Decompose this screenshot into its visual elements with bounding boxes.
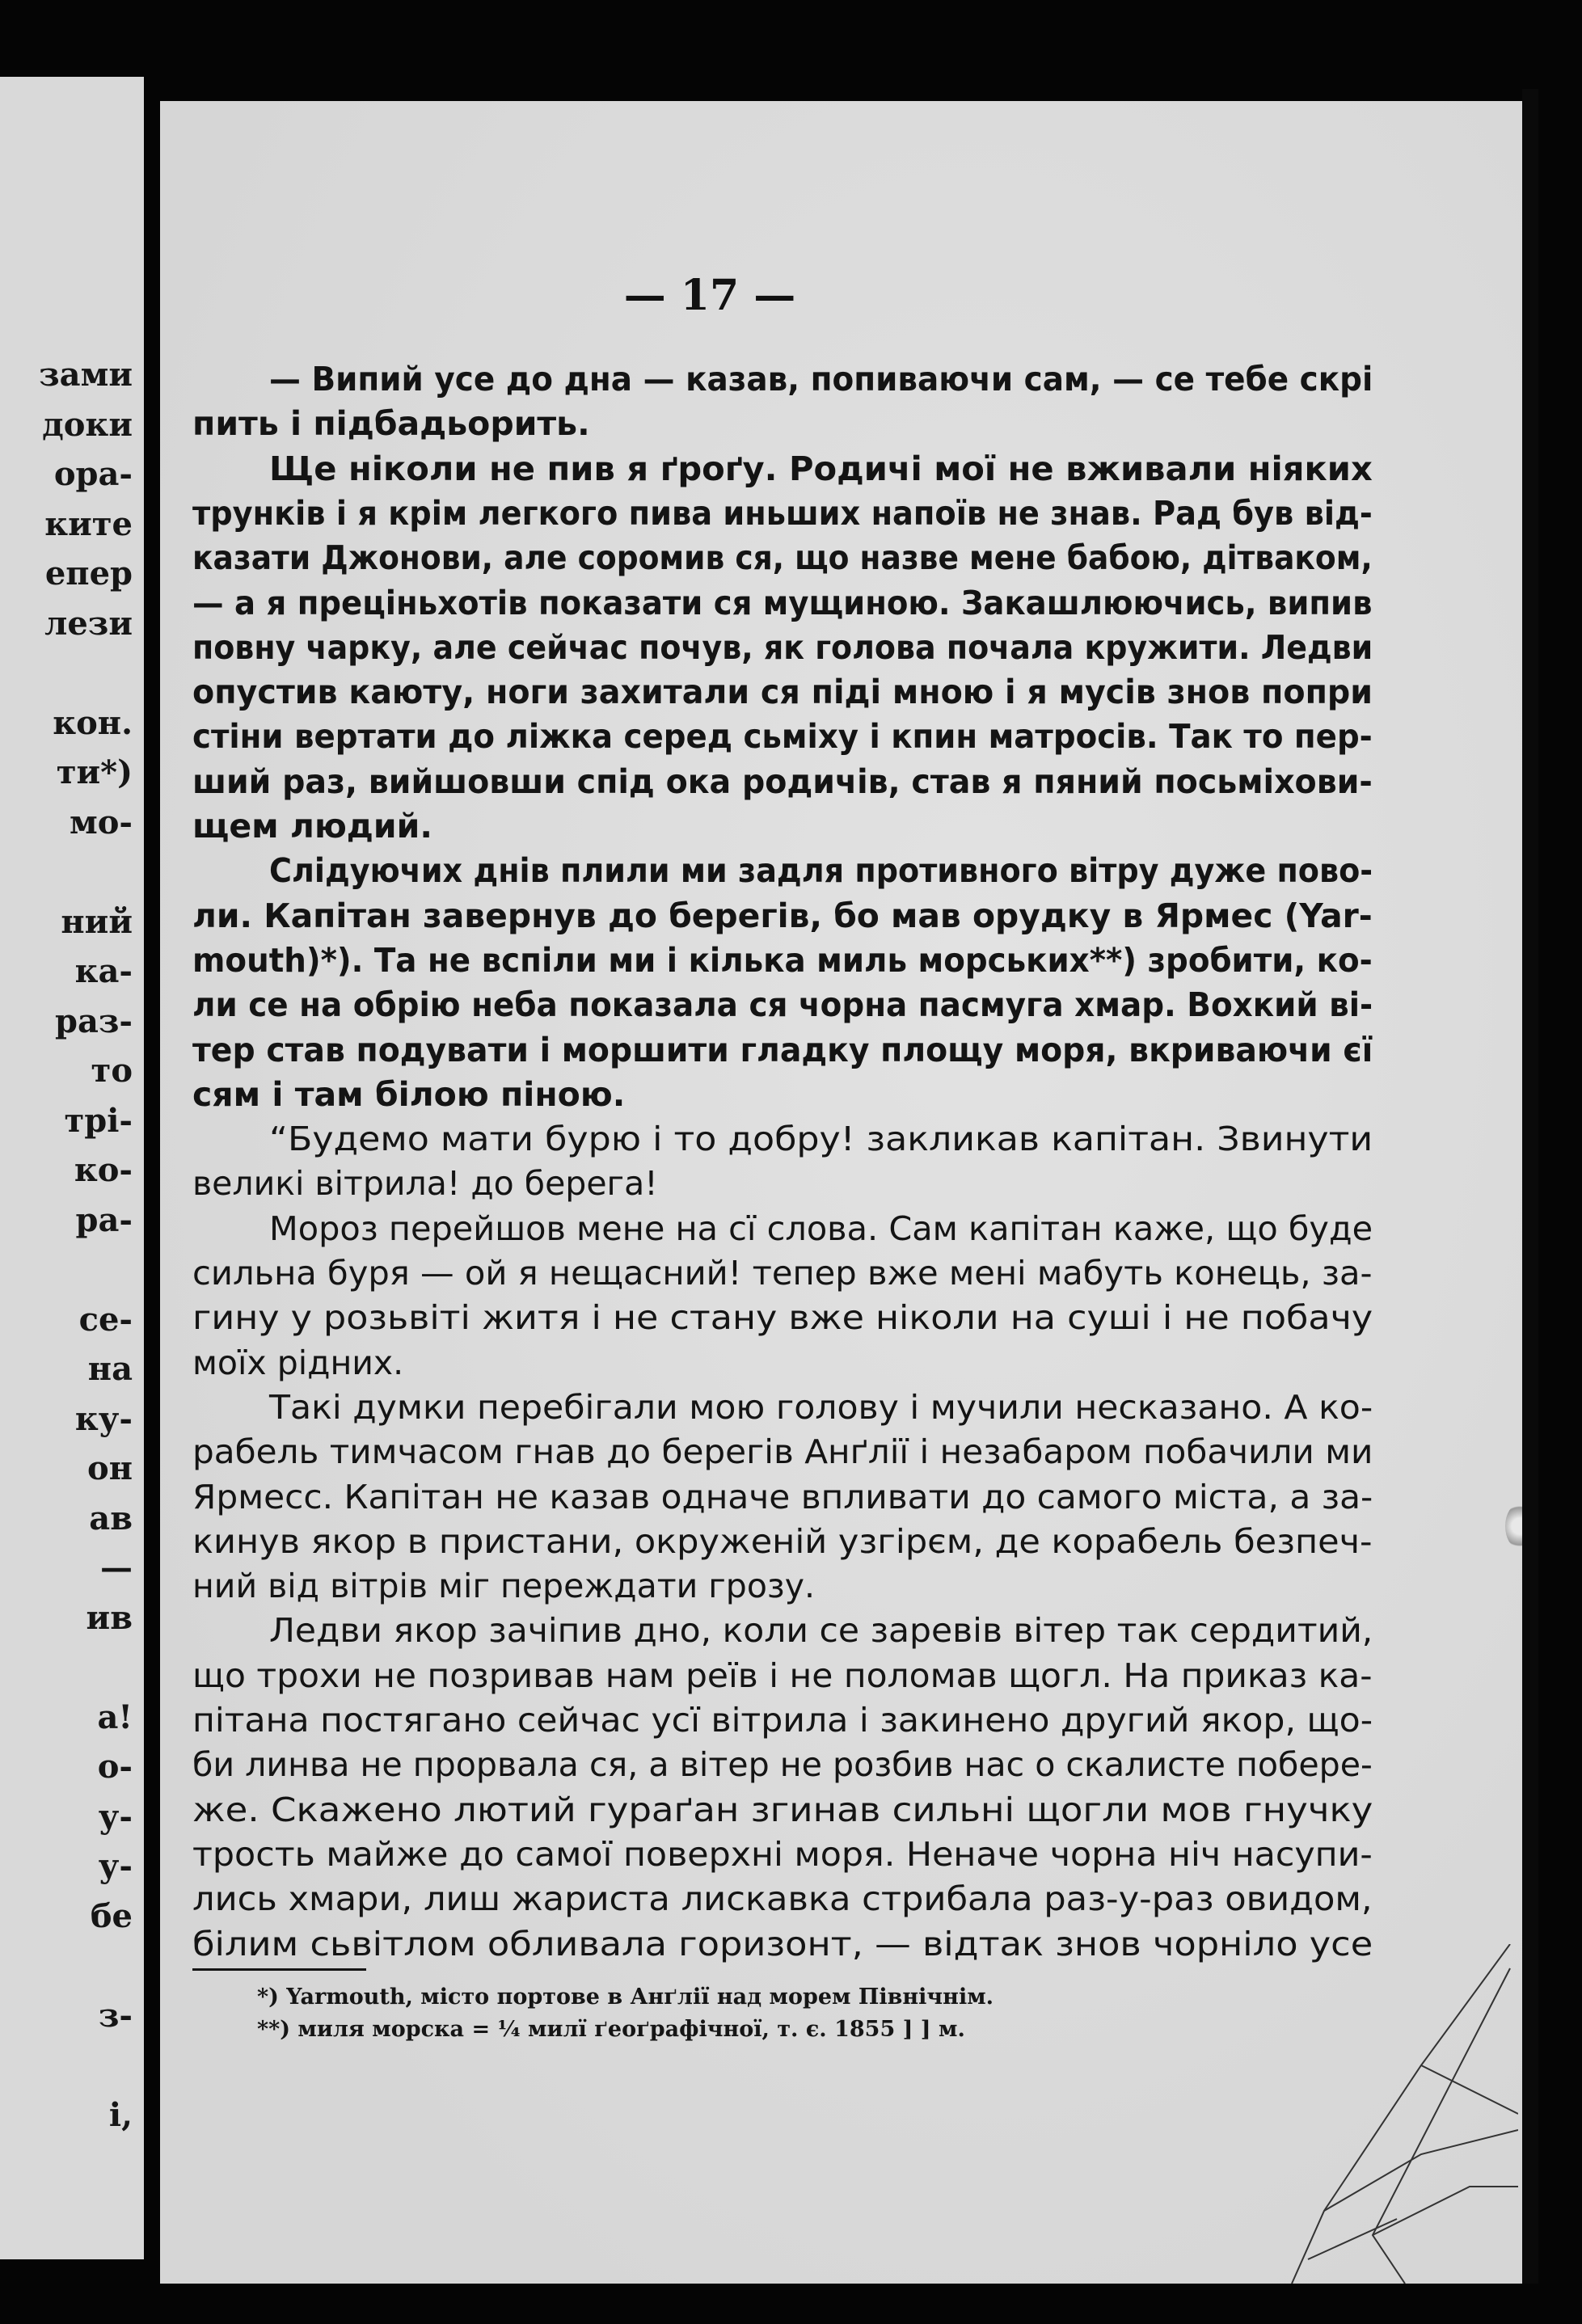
left-fragment-line: ти*) <box>56 753 133 791</box>
text-line: — а я преціньхотів показати ся мущиною. Закашлюючись, випив <box>192 583 1373 622</box>
text-line: mouth)*). Та не вспіли ми і кілька миль морських**) зробити, ко- <box>192 940 1373 980</box>
left-fragment-line: ку- <box>74 1399 133 1438</box>
text-line: пітана постягано сейчас усї вітрила і закинено другий якор, що- <box>192 1701 1373 1740</box>
page-number: — 17 — <box>623 271 796 320</box>
left-fragment-line: і, <box>108 2095 133 2134</box>
footnote-mile: **) миля морска = ¼ милї ґеоґрафічної, т. є. 1855 ] ] м. <box>257 2017 965 2042</box>
text-line: що трохи не позривав нам реїв і не поломав щогл. На приказ ка- <box>192 1655 1373 1695</box>
left-fragment-line: у- <box>98 1847 133 1885</box>
text-line: трость майже до самої поверхні моря. Неначе чорна ніч насупи- <box>192 1834 1373 1874</box>
left-fragment-line: то <box>91 1052 133 1090</box>
text-line: трунків і я крім легкого пива иньших напоїв не знав. Рад був від- <box>192 493 1373 533</box>
text-line: ли. Капітан завернув до берегів, бо мав орудку в Ярмес (Yar- <box>192 896 1373 935</box>
text-line: ли се на обрію неба показала ся чорна пасмуга хмар. Вохкий ві- <box>192 985 1373 1025</box>
left-page-fragment <box>0 77 144 2259</box>
page-edge-shadow <box>1522 89 1538 2284</box>
left-fragment-line: он <box>87 1449 133 1487</box>
text-line: Ярмесс. Капітан не казав одначе впливати до самого міста, а за- <box>192 1477 1373 1516</box>
left-fragment-line: доки <box>42 405 133 444</box>
left-fragment-line: зами <box>39 356 133 394</box>
text-line: Слідуючих днів плили ми задля противного вітру дуже пово- <box>269 851 1373 891</box>
text-line: рабель тимчасом гнав до берегів Анґлії і незабаром побачили ми <box>192 1432 1373 1472</box>
text-line: тер став подувати і моршити гладку площу моря, вкриваючи єї <box>192 1030 1373 1069</box>
left-fragment-line: ка- <box>74 952 133 990</box>
left-fragment-line: — <box>100 1549 133 1587</box>
text-line: Ще ніколи не пив я ґроґу. Родичі мої не вживали ніяких <box>269 449 1373 488</box>
text-line: стіни вертати до ліжка серед сьміху і кпин матросів. Так то пер- <box>192 717 1373 757</box>
text-line: кинув якор в пристани, окруженій узгірєм, де корабель безпеч- <box>192 1521 1373 1561</box>
text-line: сям і там білою піною. <box>192 1074 626 1114</box>
text-line: казати Джонови, але соромив ся, що назве мене бабою, дітваком, <box>192 538 1373 578</box>
footnote-yarmouth: *) Yarmouth, місто портове в Анґлії над морем Північнім. <box>257 1984 994 2010</box>
text-line: Мороз перейшов мене на сї слова. Сам капітан каже, що буде <box>269 1208 1373 1248</box>
envelope-sketch <box>1276 1944 1518 2284</box>
left-fragment-line: ките <box>44 504 133 543</box>
footnote-rule <box>192 1968 366 1971</box>
text-line: би линва не прорвала ся, а вітер не розбив нас о скалисте побере- <box>192 1745 1373 1785</box>
left-fragment-line: з- <box>98 1996 133 2035</box>
text-line: Такі думки перебігали мою голову і мучили несказано. А ко- <box>269 1387 1373 1427</box>
text-line: пить і підбадьорить. <box>192 404 590 444</box>
text-line: великі вітрила! до берега! <box>192 1164 658 1204</box>
left-fragment-line: а! <box>97 1698 133 1736</box>
text-line: гину у розьвіті житя і не стану вже ніколи на суші і не побачу <box>192 1298 1373 1338</box>
left-fragment-line: на <box>87 1350 133 1388</box>
book-page <box>160 101 1522 2284</box>
text-line: ний від вітрів міг переждати грозу. <box>192 1567 816 1606</box>
left-fragment-line: у- <box>98 1797 133 1836</box>
left-fragment-line: ав <box>89 1499 133 1537</box>
text-line: Ледви якор зачіпив дно, коли се заревів вітер так сердитий, <box>269 1611 1373 1651</box>
text-line: щем людий. <box>192 807 432 846</box>
text-line: опустив каюту, ноги захитали ся піді мною і я мусів знов попри <box>192 673 1373 712</box>
text-line: “Будемо мати бурю і то добру! закликав капітан. Звинути <box>269 1120 1373 1159</box>
left-fragment-line: бе <box>90 1896 133 1935</box>
left-fragment-line: ко- <box>74 1151 133 1189</box>
text-line: білим сьвітлом обливала горизонт, — відтак знов чорніло усе <box>192 1924 1373 1963</box>
left-fragment-line: епер <box>44 555 133 593</box>
left-fragment-line: кон. <box>53 703 133 742</box>
text-line: сильна буря — ой я нещасний! тепер вже мені мабуть конець, за- <box>192 1254 1373 1293</box>
left-fragment-line: ора- <box>53 455 133 493</box>
left-fragment-line: раз- <box>54 1002 133 1040</box>
text-line: же. Скажено лютий гураґан згинав сильні щогли мов гнучку <box>192 1790 1373 1829</box>
page-gutter <box>144 77 160 2275</box>
text-line: повну чарку, але сейчас почув, як голова почала кружити. Ледви <box>192 627 1373 667</box>
left-fragment-line: се- <box>78 1300 133 1339</box>
text-line: моїх рідних. <box>192 1343 404 1382</box>
left-fragment-line: трі- <box>64 1101 133 1140</box>
left-fragment-line: ив <box>86 1598 133 1637</box>
text-line: ший раз, вийшовши спід ока родичів, став я пяний посьміхови- <box>192 761 1373 801</box>
left-fragment-line: мо- <box>69 803 133 841</box>
text-line: — Випий усе до дна — казав, попиваючи сам, — се тебе скрі <box>269 360 1373 399</box>
left-fragment-line: о- <box>97 1748 133 1786</box>
left-fragment-line: ний <box>61 902 133 941</box>
text-line: лись хмари, лиш жариста лискавка стрибала раз-у-раз овидом, <box>192 1879 1373 1919</box>
left-fragment-line: ра- <box>75 1200 133 1239</box>
left-fragment-line: лези <box>44 604 133 643</box>
